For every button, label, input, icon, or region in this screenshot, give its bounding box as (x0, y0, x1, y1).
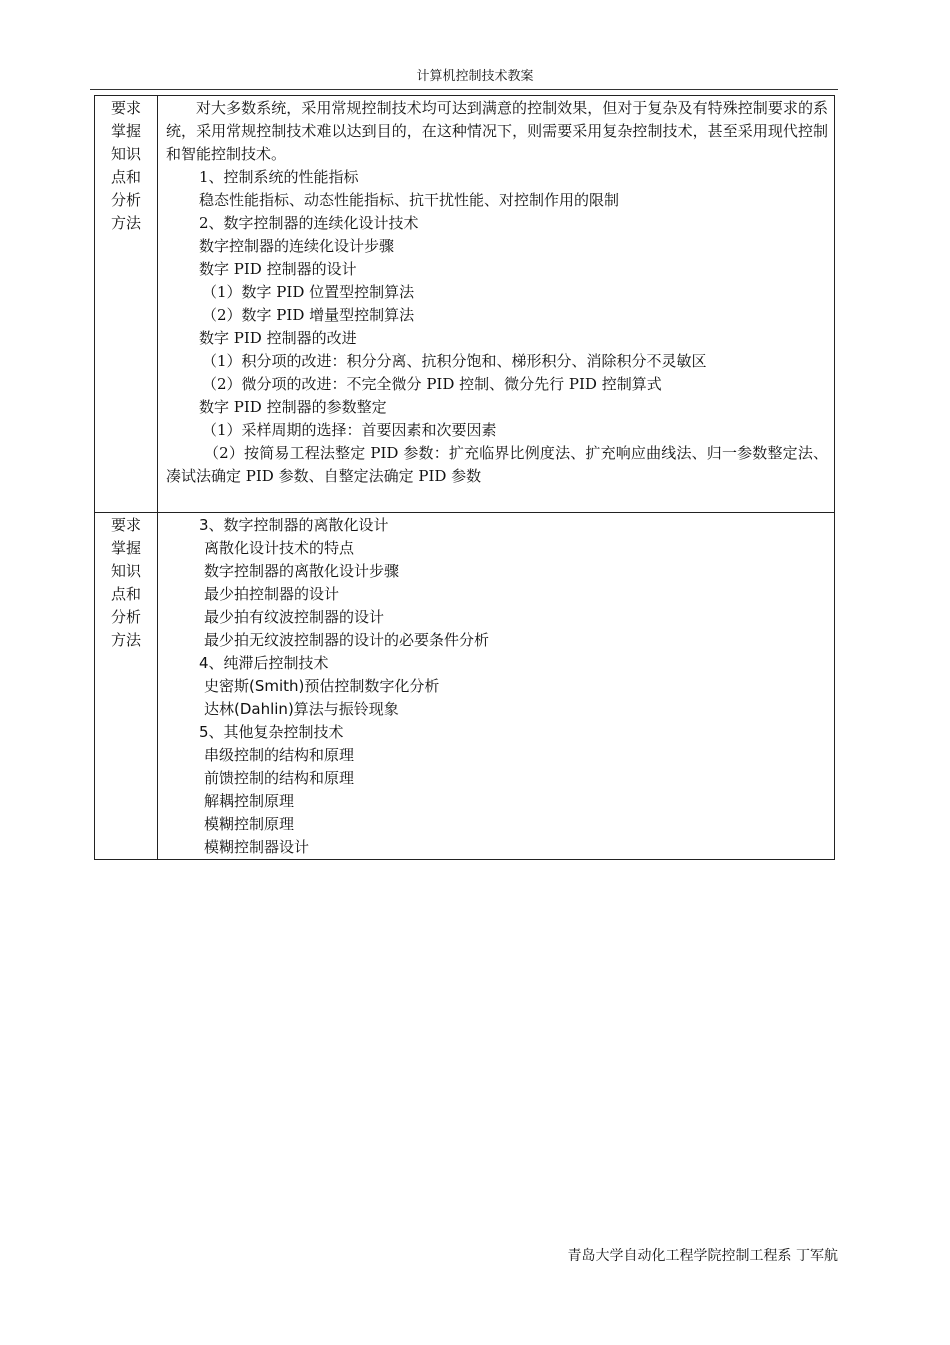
label-line: 方法 (110, 214, 141, 232)
outline-item: 数字 PID 控制器的设计 (199, 260, 357, 278)
outline-item: 数字 PID 控制器的改进 (199, 329, 357, 347)
outline-item: 1、控制系统的性能指标 (199, 168, 359, 186)
label-line: 知识 (110, 145, 141, 163)
label-line: 分析 (110, 191, 141, 209)
outline-item: 数字控制器的离散化设计步骤 (204, 562, 400, 580)
outline-item: 稳态性能指标、动态性能指标、抗干扰性能、对控制作用的限制 (199, 191, 620, 209)
header-divider (90, 89, 838, 90)
outline-item: 3、数字控制器的离散化设计 (199, 516, 389, 534)
label-line: 掌握 (110, 539, 141, 557)
table-row (95, 96, 835, 513)
outline-item: 最少拍无纹波控制器的设计的必要条件分析 (204, 631, 490, 649)
row-content-cell (158, 513, 835, 860)
outline-item: （2）数字 PID 增量型控制算法 (202, 306, 415, 324)
intro-paragraph: 对大多数系统，采用常规控制技术均可达到满意的控制效果，但对于复杂及有特殊控制要求的系统，采用常规控制技术难以达到目的，在这种情况下，则需要采用复杂控制技术，甚至采用现代控制和智能控制技术。 (166, 99, 828, 163)
outline-paragraph: （2）按简易工程法整定 PID 参数：扩充临界比例度法、扩充响应曲线法、归一参数整定法、凑试法确定 PID 参数、自整定法确定 PID 参数 (166, 444, 828, 485)
outline-item: 达林(Dahlin)算法与振铃现象 (204, 700, 399, 718)
outline-item: （2）微分项的改进：不完全微分 PID 控制、微分先行 PID 控制算式 (202, 375, 662, 393)
outline-item: 5、其他复杂控制技术 (199, 723, 344, 741)
outline-item: 最少拍控制器的设计 (204, 585, 340, 603)
row-label-cell (95, 513, 158, 860)
label-line: 要求 (110, 99, 141, 117)
outline-item: 模糊控制器设计 (204, 838, 310, 856)
outline-item: 前馈控制的结构和原理 (204, 769, 355, 787)
outline-item: 离散化设计技术的特点 (204, 539, 355, 557)
label-line: 点和 (110, 585, 141, 603)
outline-item: （1）积分项的改进：积分分离、抗积分饱和、梯形积分、消除积分不灵敏区 (202, 352, 707, 370)
outline-item: 4、纯滞后控制技术 (199, 654, 329, 672)
label-line: 掌握 (110, 122, 141, 140)
outline-item: 模糊控制原理 (204, 815, 295, 833)
label-line: 点和 (110, 168, 141, 186)
table-row (95, 513, 835, 860)
label-line: 要求 (110, 516, 141, 534)
row-content-cell (158, 96, 835, 513)
lesson-plan-table (94, 95, 835, 860)
outline-item: 数字 PID 控制器的参数整定 (199, 398, 387, 416)
label-line: 知识 (110, 562, 141, 580)
outline-item: 串级控制的结构和原理 (204, 746, 355, 764)
label-line: 分析 (110, 608, 141, 626)
outline-item: 2、数字控制器的连续化设计技术 (199, 214, 419, 232)
label-line: 方法 (110, 631, 141, 649)
page-header-title: 计算机控制技术教案 (416, 69, 534, 84)
page-footer-author: 青岛大学自动化工程学院控制工程系 丁军航 (567, 1248, 838, 1264)
outline-item: 解耦控制原理 (204, 792, 295, 810)
outline-item: 史密斯(Smith)预估控制数字化分析 (204, 677, 440, 695)
outline-item: （1）采样周期的选择：首要因素和次要因素 (202, 421, 497, 439)
outline-item: （1）数字 PID 位置型控制算法 (202, 283, 415, 301)
outline-item: 数字控制器的连续化设计步骤 (199, 237, 395, 255)
row-label-cell (95, 96, 158, 513)
outline-item: 最少拍有纹波控制器的设计 (204, 608, 385, 626)
